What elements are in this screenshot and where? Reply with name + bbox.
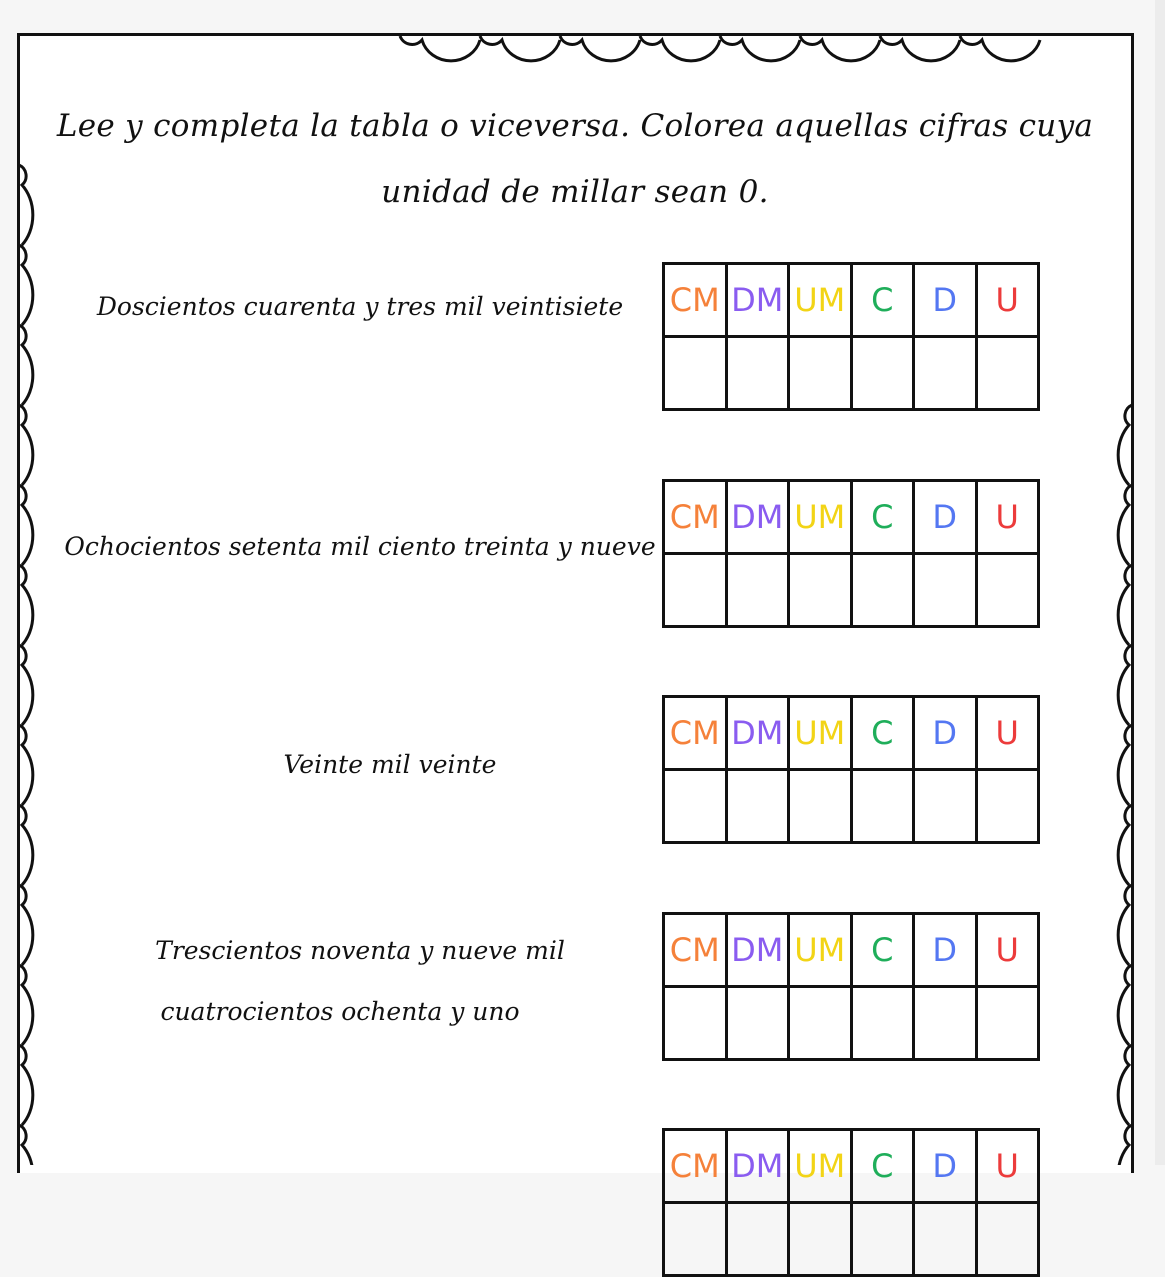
- column-header-d: D: [914, 264, 977, 337]
- column-header-cm: CM: [664, 481, 727, 554]
- column-header-c: C: [851, 914, 914, 987]
- answer-row: [664, 770, 1039, 843]
- answer-cell-u[interactable]: [976, 987, 1039, 1060]
- column-header-dm: DM: [726, 481, 789, 554]
- answer-cell-u[interactable]: [976, 770, 1039, 843]
- answer-cell-dm[interactable]: [726, 987, 789, 1060]
- answer-cell-cm[interactable]: [664, 770, 727, 843]
- header-row: [664, 1130, 1039, 1203]
- answer-cell-um[interactable]: [789, 1203, 852, 1276]
- column-header-d: D: [914, 697, 977, 770]
- column-header-c: C: [851, 1130, 914, 1203]
- column-header-um: UM: [789, 1130, 852, 1203]
- exercise-4-text-line-2: cuatrocientos ochenta y uno: [160, 997, 520, 1026]
- column-header-cm: CM: [664, 264, 727, 337]
- answer-cell-cm[interactable]: [664, 1203, 727, 1276]
- instruction-line-2: unidad de millar sean 0.: [381, 174, 769, 210]
- column-header-um: UM: [789, 264, 852, 337]
- answer-cell-d[interactable]: [914, 770, 977, 843]
- answer-cell-cm[interactable]: [664, 554, 727, 627]
- column-header-c: C: [851, 264, 914, 337]
- answer-row: [664, 337, 1039, 410]
- place-value-table-3: [662, 695, 1040, 844]
- column-header-u: U: [976, 1130, 1039, 1203]
- answer-cell-um[interactable]: [789, 770, 852, 843]
- column-header-dm: DM: [726, 914, 789, 987]
- answer-cell-cm[interactable]: [664, 337, 727, 410]
- column-header-um: UM: [789, 481, 852, 554]
- column-header-dm: DM: [726, 1130, 789, 1203]
- column-header-u: U: [976, 264, 1039, 337]
- answer-cell-um[interactable]: [789, 987, 852, 1060]
- column-header-cm: CM: [664, 914, 727, 987]
- answer-cell-um[interactable]: [789, 554, 852, 627]
- header-row: [664, 914, 1039, 987]
- scrollbar[interactable]: [1155, 0, 1165, 1165]
- answer-cell-c[interactable]: [851, 987, 914, 1060]
- column-header-um: UM: [789, 914, 852, 987]
- answer-row: [664, 987, 1039, 1060]
- place-value-table-5: [662, 1128, 1040, 1277]
- column-header-c: C: [851, 481, 914, 554]
- column-header-u: U: [976, 914, 1039, 987]
- column-header-u: U: [976, 697, 1039, 770]
- instruction-line-1: Lee y completa la tabla o viceversa. Colorea aquellas cifras cuya: [56, 108, 1094, 144]
- answer-cell-d[interactable]: [914, 554, 977, 627]
- column-header-cm: CM: [664, 1130, 727, 1203]
- column-header-um: UM: [789, 697, 852, 770]
- answer-cell-d[interactable]: [914, 337, 977, 410]
- header-row: [664, 264, 1039, 337]
- exercise-2-text: Ochocientos setenta mil ciento treinta y nueve: [64, 532, 656, 561]
- answer-row: [664, 554, 1039, 627]
- column-header-u: U: [976, 481, 1039, 554]
- place-value-table-4: [662, 912, 1040, 1061]
- answer-cell-dm[interactable]: [726, 770, 789, 843]
- answer-cell-dm[interactable]: [726, 1203, 789, 1276]
- answer-cell-d[interactable]: [914, 1203, 977, 1276]
- place-value-table-2: [662, 479, 1040, 628]
- exercise-3-text: Veinte mil veinte: [283, 750, 497, 779]
- answer-cell-d[interactable]: [914, 987, 977, 1060]
- answer-cell-c[interactable]: [851, 1203, 914, 1276]
- answer-cell-c[interactable]: [851, 770, 914, 843]
- answer-cell-u[interactable]: [976, 554, 1039, 627]
- answer-cell-c[interactable]: [851, 337, 914, 410]
- header-row: [664, 481, 1039, 554]
- column-header-c: C: [851, 697, 914, 770]
- answer-cell-c[interactable]: [851, 554, 914, 627]
- column-header-d: D: [914, 481, 977, 554]
- answer-cell-dm[interactable]: [726, 554, 789, 627]
- exercise-4-text-line-1: Trescientos noventa y nueve mil: [155, 936, 565, 965]
- exercise-1-text: Doscientos cuarenta y tres mil veintisiete: [96, 292, 624, 321]
- column-header-d: D: [914, 914, 977, 987]
- answer-cell-um[interactable]: [789, 337, 852, 410]
- answer-row: [664, 1203, 1039, 1276]
- answer-cell-cm[interactable]: [664, 987, 727, 1060]
- column-header-d: D: [914, 1130, 977, 1203]
- header-row: [664, 697, 1039, 770]
- place-value-table-1: [662, 262, 1040, 411]
- column-header-dm: DM: [726, 264, 789, 337]
- column-header-cm: CM: [664, 697, 727, 770]
- answer-cell-u[interactable]: [976, 337, 1039, 410]
- column-header-dm: DM: [726, 697, 789, 770]
- answer-cell-u[interactable]: [976, 1203, 1039, 1276]
- answer-cell-dm[interactable]: [726, 337, 789, 410]
